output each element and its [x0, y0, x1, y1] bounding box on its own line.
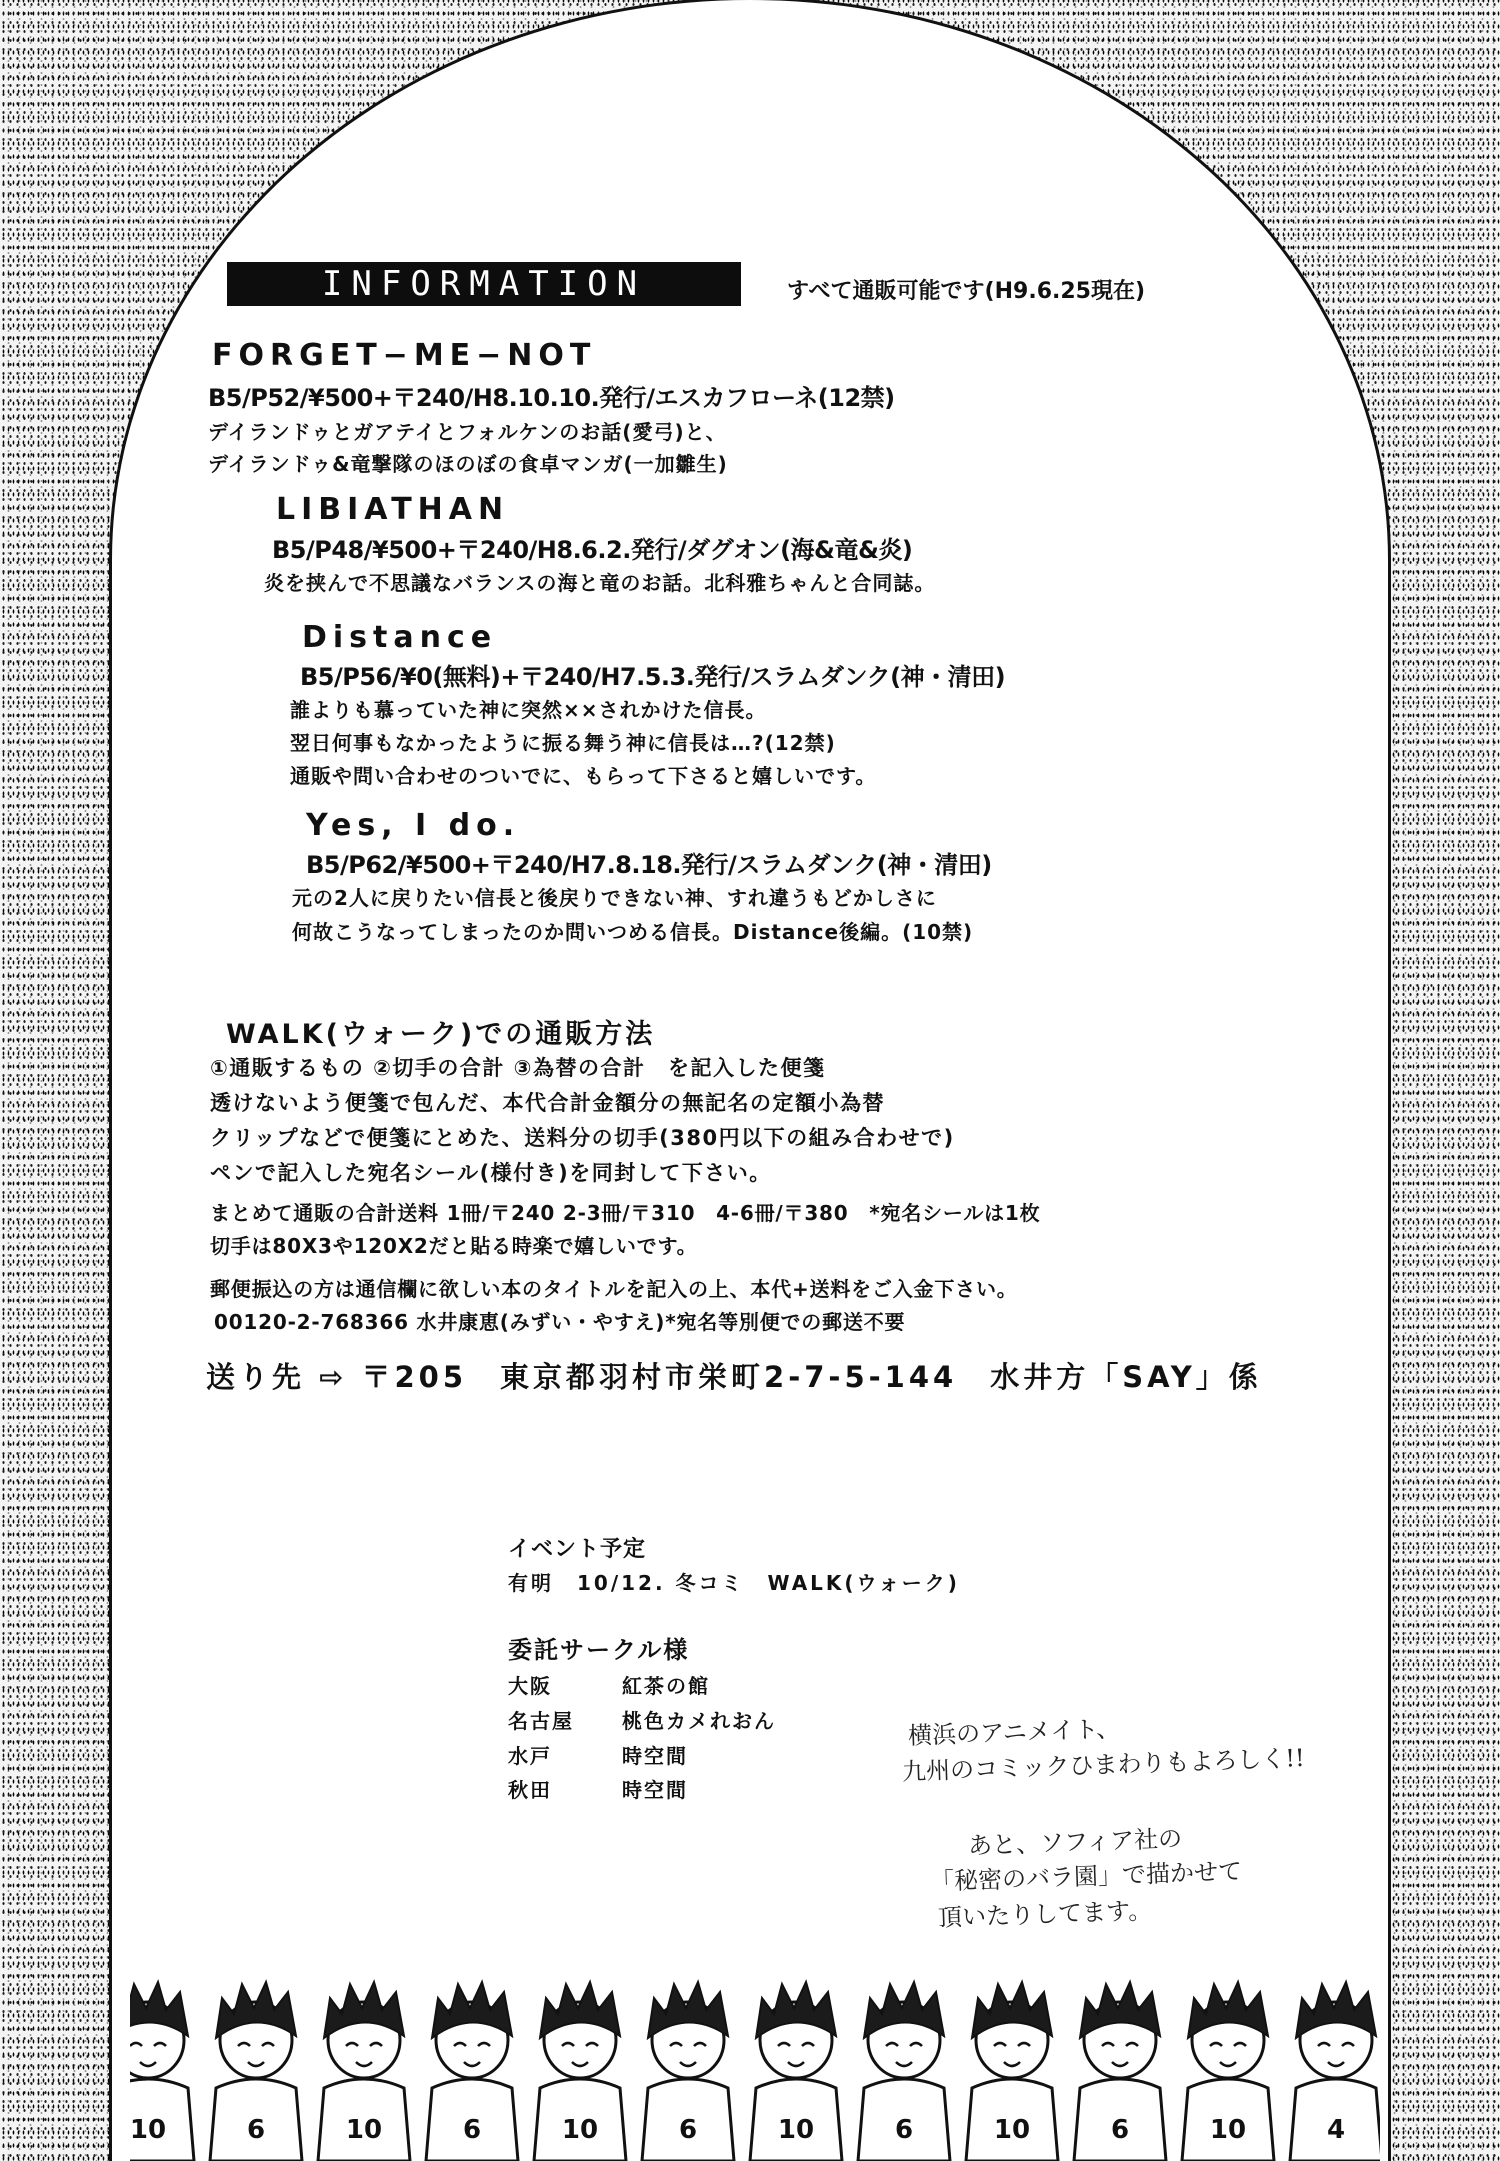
handwritten-note: 頂いたりしてます。: [937, 1896, 1153, 1932]
postal-line: 00120-2-768366 水井康恵(みずい・やすえ)*宛名等別便での郵送不要: [214, 1310, 906, 1334]
shipping-line: 切手は80X3や120X2だと貼る時楽で嬉しいです。: [210, 1234, 698, 1258]
circle-city: 水戸: [508, 1744, 552, 1768]
item-desc: 誰よりも慕っていた神に突然××されかけた信長。: [290, 698, 767, 722]
item-desc: 通販や問い合わせのついでに、もらって下さると嬉しいです。: [290, 764, 877, 788]
mail-order-line: ①通販するもの ②切手の合計 ③為替の合計 を記入した便箋: [210, 1056, 826, 1080]
jersey-number: 10: [561, 2115, 599, 2145]
jersey-number: 10: [777, 2115, 815, 2145]
postal-line: 郵便振込の方は通信欄に欲しい本のタイトルを記入の上、本代+送料をご入金下さい。: [210, 1277, 1018, 1301]
handwritten-note: 「秘密のバラ園」で描かせて: [929, 1857, 1243, 1896]
item-spec: B5/P48/¥500+〒240/H8.6.2.発行/ダグオン(海&竜&炎): [272, 536, 913, 564]
chibi-character: [534, 1982, 626, 2161]
mail-order-line: クリップなどで便箋にとめた、送料分の切手(380円以下の組み合わせで): [210, 1126, 955, 1150]
jersey-number: 10: [345, 2115, 383, 2145]
information-banner: INFORMATION: [227, 262, 741, 306]
handwritten-note: 横浜のアニメイト、: [907, 1714, 1121, 1750]
chibi-character: [426, 1982, 518, 2161]
item-title: LIBIATHAN: [276, 492, 510, 527]
mail-order-line: 透けないよう便箋で包んだ、本代合計金額分の無記名の定額小為替: [210, 1091, 885, 1115]
jersey-number: 6: [246, 2115, 266, 2145]
chibi-character: [750, 1982, 842, 2161]
item-title: FORGET−ME−NOT: [212, 338, 597, 373]
item-desc: 炎を挟んで不思議なバランスの海と竜のお話。北科雅ちゃんと合同誌。: [264, 571, 936, 595]
item-desc: デイランドゥとガアテイとフォルケンのお話(愛弓)と、: [208, 420, 727, 444]
circle-shop: 時空間: [622, 1744, 688, 1768]
circle-city: 名古屋: [508, 1709, 574, 1733]
jersey-number: 10: [993, 2115, 1031, 2145]
chibi-character: [210, 1982, 302, 2161]
item-spec: B5/P56/¥0(無料)+〒240/H7.5.3.発行/スラムダンク(神・清田): [300, 663, 1006, 691]
event-line: 有明 10/12. 冬コミ WALK(ウォーク): [508, 1571, 960, 1595]
circle-city: 秋田: [508, 1778, 552, 1802]
handwritten-note: あと、ソフィア社の: [967, 1824, 1183, 1860]
mail-order-title: WALK(ウォーク)での通販方法: [226, 1019, 656, 1050]
jersey-number: 6: [1110, 2115, 1130, 2145]
jersey-number: 4: [1326, 2115, 1346, 2145]
chibi-character: [130, 1982, 194, 2161]
jersey-number: 10: [130, 2115, 167, 2145]
item-title: Yes, I do.: [306, 808, 521, 843]
chibi-character: [858, 1982, 950, 2161]
jersey-number: 6: [462, 2115, 482, 2145]
events-heading: イベント予定: [508, 1537, 647, 1562]
handwritten-note: 九州のコミックひまわりもよろしく!!: [901, 1743, 1306, 1786]
circle-shop: 時空間: [622, 1778, 688, 1802]
chibi-character: [642, 1982, 734, 2161]
chibi-character: [1182, 1982, 1274, 2161]
chibi-character: [966, 1982, 1058, 2161]
shipping-line: まとめて通販の合計送料 1冊/〒240 2-3冊/〒310 4-6冊/〒380 *宛名シールは1枚: [210, 1201, 1041, 1225]
item-spec: B5/P52/¥500+〒240/H8.10.10.発行/エスカフローネ(12禁): [208, 384, 895, 412]
chibi-character: [1290, 1982, 1380, 2161]
item-desc: 元の2人に戻りたい信長と後戻りできない神、すれ違うもどかしさに: [292, 886, 937, 910]
jersey-number: 6: [894, 2115, 914, 2145]
mail-order-availability-note: すべて通販可能です(H9.6.25現在): [787, 279, 1146, 304]
circle-city: 大阪: [508, 1674, 552, 1698]
mail-order-line: ペンで記入した宛名シール(様付き)を同封して下さい。: [210, 1161, 772, 1185]
chibi-character: [318, 1982, 410, 2161]
item-desc: 何故こうなってしまったのか問いつめる信長。Distance後編。(10禁): [292, 920, 974, 944]
item-desc: 翌日何事もなかったように振る舞う神に信長は…?(12禁): [290, 731, 836, 755]
item-spec: B5/P62/¥500+〒240/H7.8.18.発行/スラムダンク(神・清田): [306, 851, 992, 879]
item-title: Distance: [302, 620, 498, 655]
item-desc: デイランドゥ&竜撃隊のほのぼの食卓マンガ(一加雛生): [208, 452, 728, 476]
mailing-address: 送り先 ⇨ 〒205 東京都羽村市栄町2-7-5-144 水井方「SAY」係: [206, 1360, 1262, 1394]
chibi-character-row: [130, 1958, 1380, 2161]
circle-shop: 桃色カメれおん: [622, 1709, 776, 1733]
chibi-character: [1074, 1982, 1166, 2161]
jersey-number: 6: [678, 2115, 698, 2145]
circles-heading: 委託サークル様: [508, 1636, 690, 1664]
circle-shop: 紅茶の館: [622, 1674, 710, 1698]
jersey-number: 10: [1209, 2115, 1247, 2145]
